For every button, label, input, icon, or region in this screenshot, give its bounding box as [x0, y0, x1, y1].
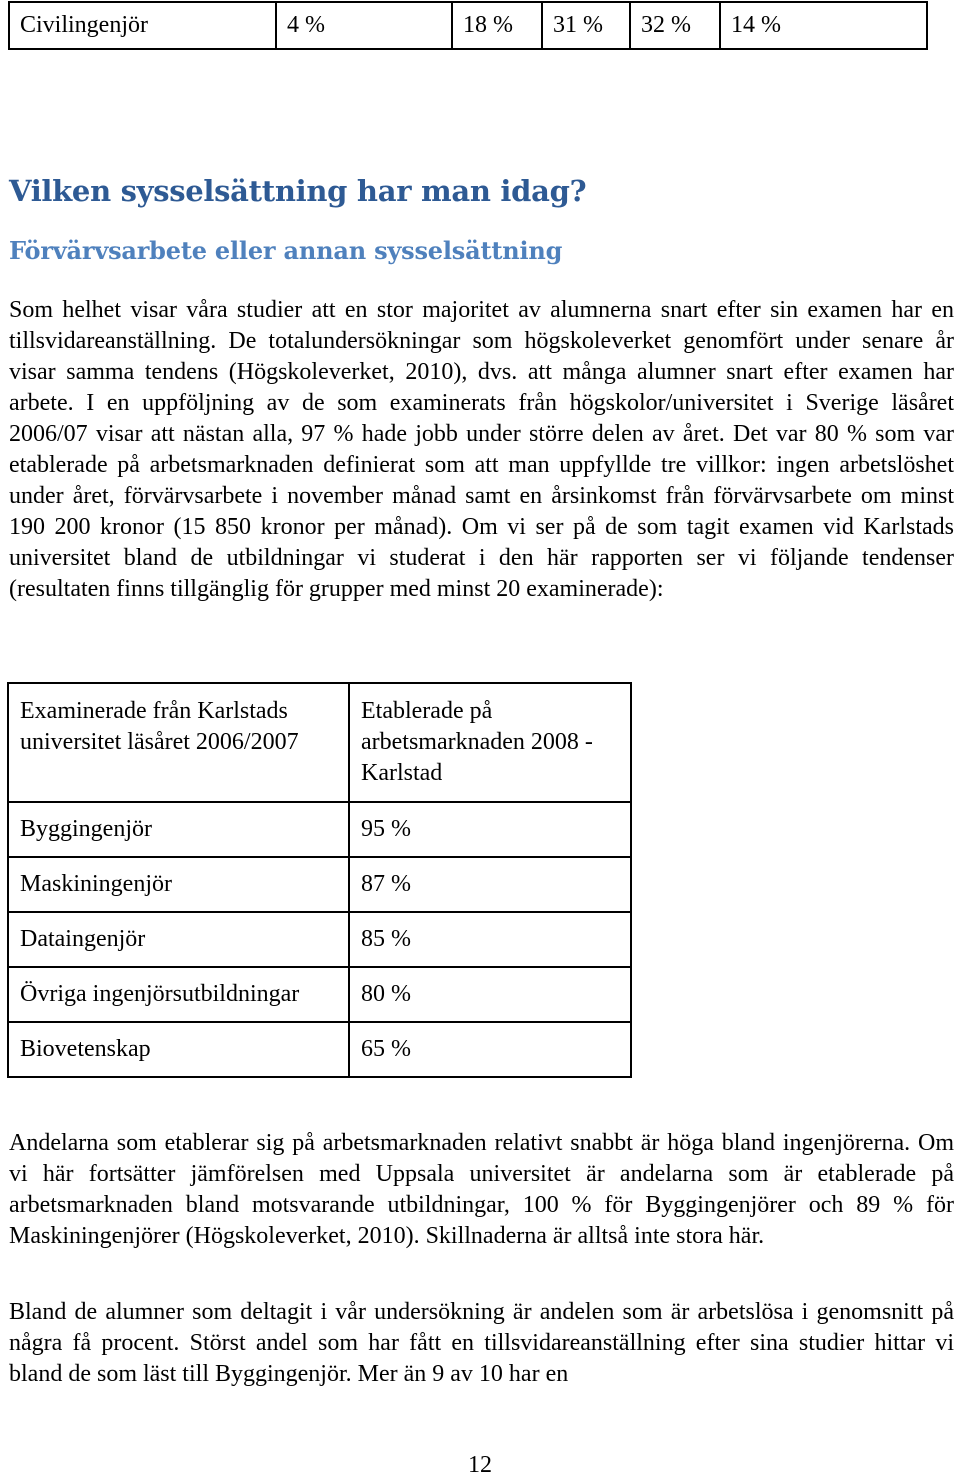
program-cell: Övriga ingenjörsutbildningar — [8, 967, 349, 1022]
percent-cell: 85 % — [349, 912, 631, 967]
program-cell: Dataingenjör — [8, 912, 349, 967]
body-paragraph-2: Andelarna som etablerar sig på arbetsmarknaden relativt snabbt är höga bland ingenjörerna. Om vi här fortsätter jämförelsen med Uppsala universitet är andelarna som är etablerade på arbetsmarknaden bland motsvarande utbildningar, 100 % för Byggingenjörer och 89 % för Maskiningenjörer (Högskoleverket, 2010). Skillnaderna är alltså inte stora här. — [9, 1130, 954, 1249]
percent-cell: 65 % — [349, 1022, 631, 1077]
body-paragraph-3: Bland de alumner som deltagit i vår undersökning är andelen som är arbetslösa i genomsnitt på några få procent. Störst andel som har fått en tillsvidareanställning efter sina studier hittar vi bland de som läst till Byggingenjör. Mer än 9 av 10 har en — [9, 1299, 954, 1387]
table-row — [8, 1022, 631, 1077]
top-table — [8, 1, 928, 50]
table-cell: 18 % — [452, 2, 542, 49]
table-header-cell: Etablerade på arbetsmarknaden 2008 - Karlstad — [349, 683, 631, 802]
program-cell: Biovetenskap — [8, 1022, 349, 1077]
table-row — [8, 802, 631, 857]
section-heading: Vilken sysselsättning har man idag? — [9, 174, 587, 208]
table-header-cell: Examinerade från Karlstads universitet läsåret 2006/2007 — [8, 683, 349, 802]
table-cell: 31 % — [542, 2, 630, 49]
table-row — [8, 967, 631, 1022]
section-subheading: Förvärvsarbete eller annan sysselsättning — [9, 236, 563, 265]
table-row — [8, 857, 631, 912]
employment-table — [7, 682, 632, 1078]
table-cell: 32 % — [630, 2, 720, 49]
page-number: 12 — [468, 1452, 492, 1478]
percent-cell: 87 % — [349, 857, 631, 912]
program-cell: Maskiningenjör — [8, 857, 349, 912]
body-paragraph-1: Som helhet visar våra studier att en stor majoritet av alumnerna snart efter sin examen har en tillsvidareanställning. De totalundersökningar som högskoleverket genomfört under senare år visar samma tendens (Högskoleverket, 2010), dvs. att många alumner snart efter examen har arbete. I en uppföljning av de som examinerats från högskolor/universitet i Sverige läsåret 2006/07 visar att nästan alla, 97 % hade jobb under större delen av året. Det var 80 % som var etablerade på arbetsmarknaden definierat som att man uppfyllde tre villkor: ingen arbetslöshet under året, förvärvsarbete i november månad samt en årsinkomst från förvärvsarbete om minst 190 200 kronor (15 850 kronor per månad). Om vi ser på de som tagit examen vid Karlstads universitet bland de utbildningar vi studerat i den här rapporten ser vi följande tendenser (resultaten finns tillgänglig för grupper med minst 20 examinerade): — [9, 297, 954, 602]
percent-cell: 80 % — [349, 967, 631, 1022]
table-row — [8, 912, 631, 967]
table-header-row — [8, 683, 631, 802]
percent-cell: 95 % — [349, 802, 631, 857]
table-cell: 4 % — [276, 2, 452, 49]
program-cell: Byggingenjör — [8, 802, 349, 857]
table-cell: Civilingenjör — [9, 2, 276, 49]
table-cell: 14 % — [720, 2, 927, 49]
table-row — [9, 2, 927, 49]
